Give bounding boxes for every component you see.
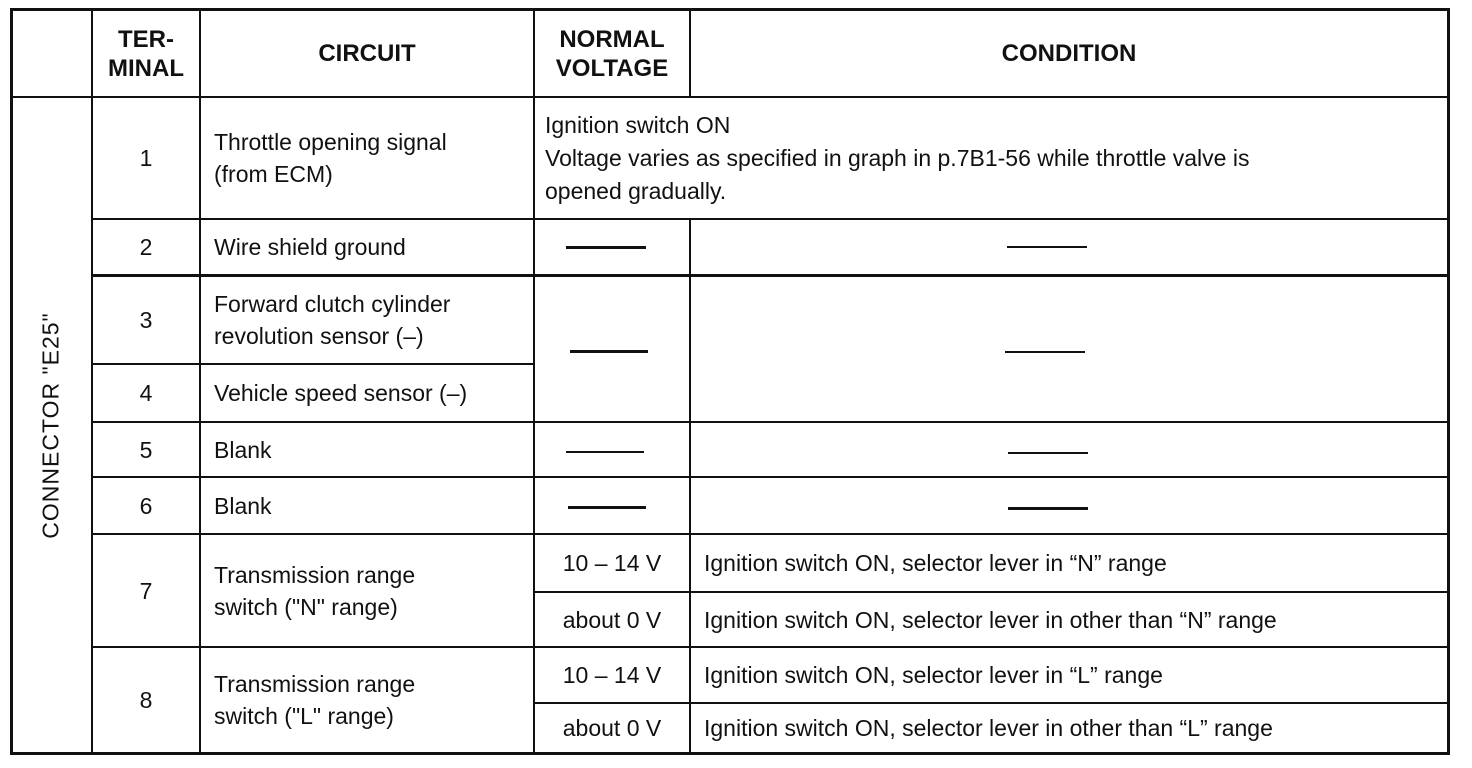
voltage-cell: about 0 V [562,606,662,633]
dash-mark [1005,351,1085,353]
dash-mark [566,246,646,249]
header-condition: CONDITION [1001,40,1137,67]
condition-cell: Ignition switch ON, selector lever in “N” range [704,550,1167,576]
connector-label: CONNECTOR "E25" [37,311,64,539]
condition-cell: Ignition switch ON, selector lever in “L” range [704,662,1163,688]
header-normal-voltage: NORMAL VOLTAGE [555,25,669,82]
voltage-cell: 10 – 14 V [562,662,662,688]
voltage-cell: about 0 V [562,715,662,741]
table-border-bottom [10,752,1450,755]
terminal-cell: 8 [139,687,153,713]
circuit-cell: Blank [214,492,272,519]
terminal-cell: 6 [139,492,153,519]
terminal-cell: 4 [139,380,153,406]
terminal-cell: 2 [139,234,153,260]
circuit-cell: Transmission range switch ("N" range) [214,561,416,620]
header-terminal: TER- MINAL [108,25,184,82]
terminal-cell: 1 [139,145,153,171]
terminal-cell: 3 [139,307,153,333]
circuit-cell: Vehicle speed sensor (–) [214,380,468,406]
dash-mark [570,350,648,353]
condition-cell: Ignition switch ON, selector lever in other than “N” range [704,606,1277,633]
merged-voltage-condition-cell: Ignition switch ON Voltage varies as specified in graph in p.7B1-56 while throttle valve is opened gradually. [545,111,1250,204]
circuit-cell: Throttle opening signal (from ECM) [214,129,447,187]
header-circuit: CIRCUIT [318,40,416,67]
dash-mark [1007,246,1087,248]
dash-mark [1008,452,1088,454]
voltage-cell: 10 – 14 V [562,550,662,576]
circuit-cell: Wire shield ground [214,234,406,260]
condition-cell: Ignition switch ON, selector lever in other than “L” range [704,715,1273,741]
circuit-cell: Blank [214,436,272,463]
circuit-cell: Forward clutch cylinder revolution sensor (–) [214,291,451,349]
dash-mark [1008,507,1088,510]
dash-mark [566,451,644,453]
terminal-cell: 7 [139,577,153,604]
table-border-right [1447,8,1450,755]
terminal-cell: 5 [139,436,153,463]
dash-mark [568,506,646,509]
circuit-cell: Transmission range switch ("L" range) [214,671,416,729]
